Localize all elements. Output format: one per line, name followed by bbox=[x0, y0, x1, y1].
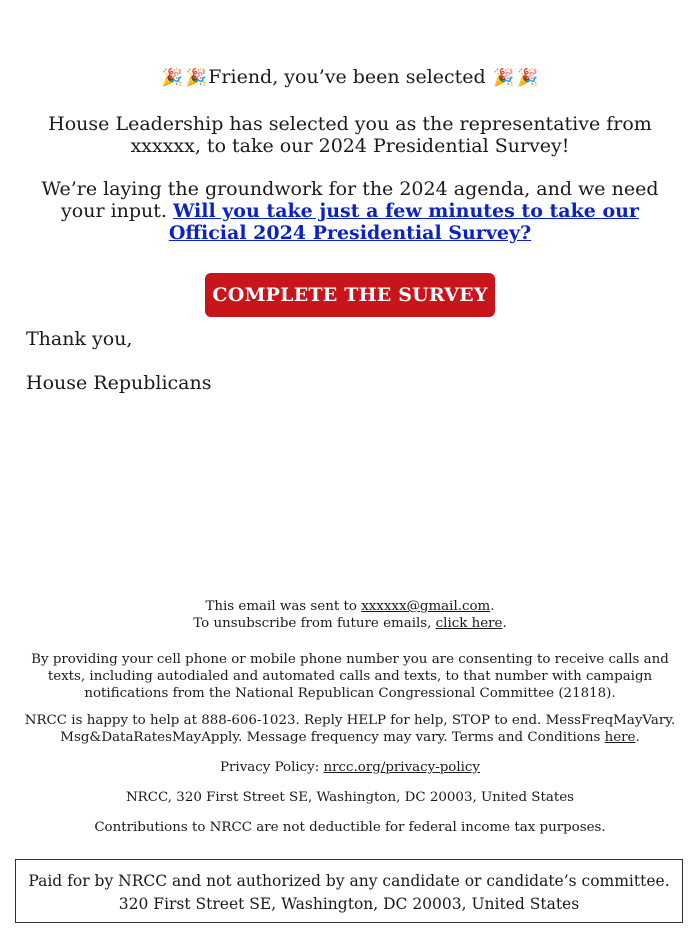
greeting-text: Friend, you’ve been selected bbox=[208, 66, 486, 88]
help-suffix: . bbox=[635, 730, 640, 745]
greeting-heading bbox=[0, 64, 700, 91]
signoff-signature: House Republicans bbox=[26, 372, 212, 394]
body-text: We’re laying the groundwork for the 2024 agenda, and we need your input. bbox=[41, 178, 659, 222]
footer-address: NRCC, 320 First Street SE, Washington, DC 20003, United States bbox=[125, 790, 575, 805]
unsubscribe-prefix: To unsubscribe from future emails, bbox=[193, 616, 436, 631]
party-popper-icon: 🎉 bbox=[161, 68, 183, 88]
terms-link[interactable]: here bbox=[604, 730, 636, 745]
footer-privacy bbox=[20, 759, 680, 776]
help-text: NRCC is happy to help at 888-606-1023. Reply HELP for help, STOP to end. MessFreqMayVary. Msg&DataRatesMayApply. Message frequency may vary. Terms and Conditions bbox=[24, 713, 676, 745]
sent-suffix: . bbox=[490, 599, 495, 614]
recipient-email-link[interactable]: xxxxxx@gmail.com bbox=[361, 599, 491, 614]
signoff-thanks: Thank you, bbox=[26, 328, 133, 350]
privacy-prefix: Privacy Policy: bbox=[220, 760, 324, 775]
sent-prefix: This email was sent to bbox=[205, 599, 362, 614]
party-popper-icon: 🎉 bbox=[185, 68, 207, 88]
party-popper-icon: 🎉 bbox=[517, 68, 539, 88]
unsubscribe-link[interactable]: click here bbox=[435, 616, 503, 631]
paid-for-disclaimer: Paid for by NRCC and not authorized by any candidate or candidate’s committee. 320 First Street SE, Washington, DC 20003, United States bbox=[15, 859, 683, 923]
footer-sent-info bbox=[20, 598, 680, 632]
complete-survey-button[interactable]: COMPLETE THE SURVEY bbox=[205, 273, 495, 317]
intro-paragraph: House Leadership has selected you as the representative from xxxxxx, to take our 2024 Presidential Survey! bbox=[48, 113, 652, 157]
unsubscribe-suffix: . bbox=[502, 616, 507, 631]
privacy-policy-link[interactable]: nrcc.org/privacy-policy bbox=[323, 760, 480, 775]
footer-tax-notice: Contributions to NRCC are not deductible for federal income tax purposes. bbox=[94, 820, 606, 835]
footer-consent: By providing your cell phone or mobile phone number you are consenting to receive calls and texts, including autodialed and automated calls and texts, to that number with campaign notifications from the National Republican Congressional Committee (21818). bbox=[31, 652, 669, 701]
survey-link[interactable]: Will you take just a few minutes to take our Official 2024 Presidential Survey? bbox=[168, 200, 639, 244]
footer-help bbox=[20, 712, 680, 746]
body-paragraph bbox=[28, 178, 672, 244]
party-popper-icon: 🎉 bbox=[493, 68, 515, 88]
